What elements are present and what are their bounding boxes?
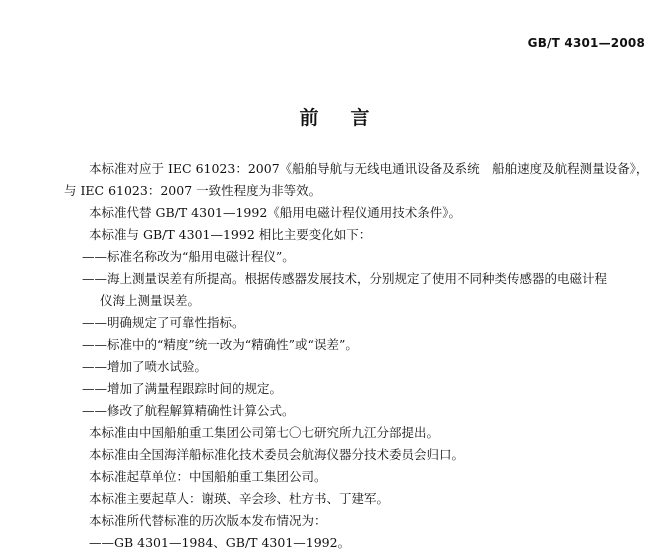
- title-char-2: 言: [350, 107, 372, 129]
- paragraph-changes-intro: 本标准与 GB/T 4301—1992 相比主要变化如下：: [89, 227, 372, 242]
- standard-number: GB/T 4301—2008: [527, 36, 645, 50]
- document-body: [64, 158, 656, 554]
- change-item-name: ——标准名称改为“船用电磁计程仪”。: [82, 249, 295, 264]
- paragraph-proposed-by: 本标准由中国船舶重工集团公司第七〇七研究所九江分部提出。: [89, 425, 440, 440]
- change-item-error: ——海上测量误差有所提高。根据传感器发展技术，分别规定了使用不同种类传感器的电磁计程: [82, 271, 608, 286]
- change-item-reliability: ——明确规定了可靠性指标。: [82, 315, 245, 330]
- change-item-accuracy-terms: ——标准中的“精度”统一改为“精确性”或“误差”。: [82, 337, 358, 352]
- paragraph-drafters: 本标准主要起草人：谢瑛、辛会珍、杜方书、丁建军。: [89, 491, 390, 506]
- change-item-formula: ——修改了航程解算精确性计算公式。: [82, 403, 295, 418]
- page-title: [0, 103, 671, 130]
- paragraph-correspondence-line2: 与 IEC 61023：2007 一致性程度为非等效。: [64, 183, 322, 198]
- paragraph-drafting-unit: 本标准起草单位：中国船舶重工集团公司。: [89, 469, 327, 484]
- change-item-water-spray: ——增加了喷水试验。: [82, 359, 208, 374]
- paragraph-correspondence-line1: 本标准对应于 IEC 61023：2007《船舶导航与无线电通讯设备及系统 船舶速度及航程测量设备》，: [89, 161, 649, 176]
- paragraph-history-intro: 本标准所代替标准的历次版本发布情况为：: [89, 513, 327, 528]
- change-item-error-continued: 仪海上测量误差。: [100, 293, 201, 308]
- title-char-1: 前: [299, 107, 321, 129]
- paragraph-administered-by: 本标准由全国海洋船标准化技术委员会航海仪器分技术委员会归口。: [89, 447, 465, 462]
- paragraph-history-versions: ——GB 4301—1984、GB/T 4301—1992。: [89, 535, 351, 550]
- paragraph-replaces: 本标准代替 GB/T 4301—1992《船用电磁计程仪通用技术条件》。: [89, 205, 462, 220]
- change-item-full-scale: ——增加了满量程跟踪时间的规定。: [82, 381, 283, 396]
